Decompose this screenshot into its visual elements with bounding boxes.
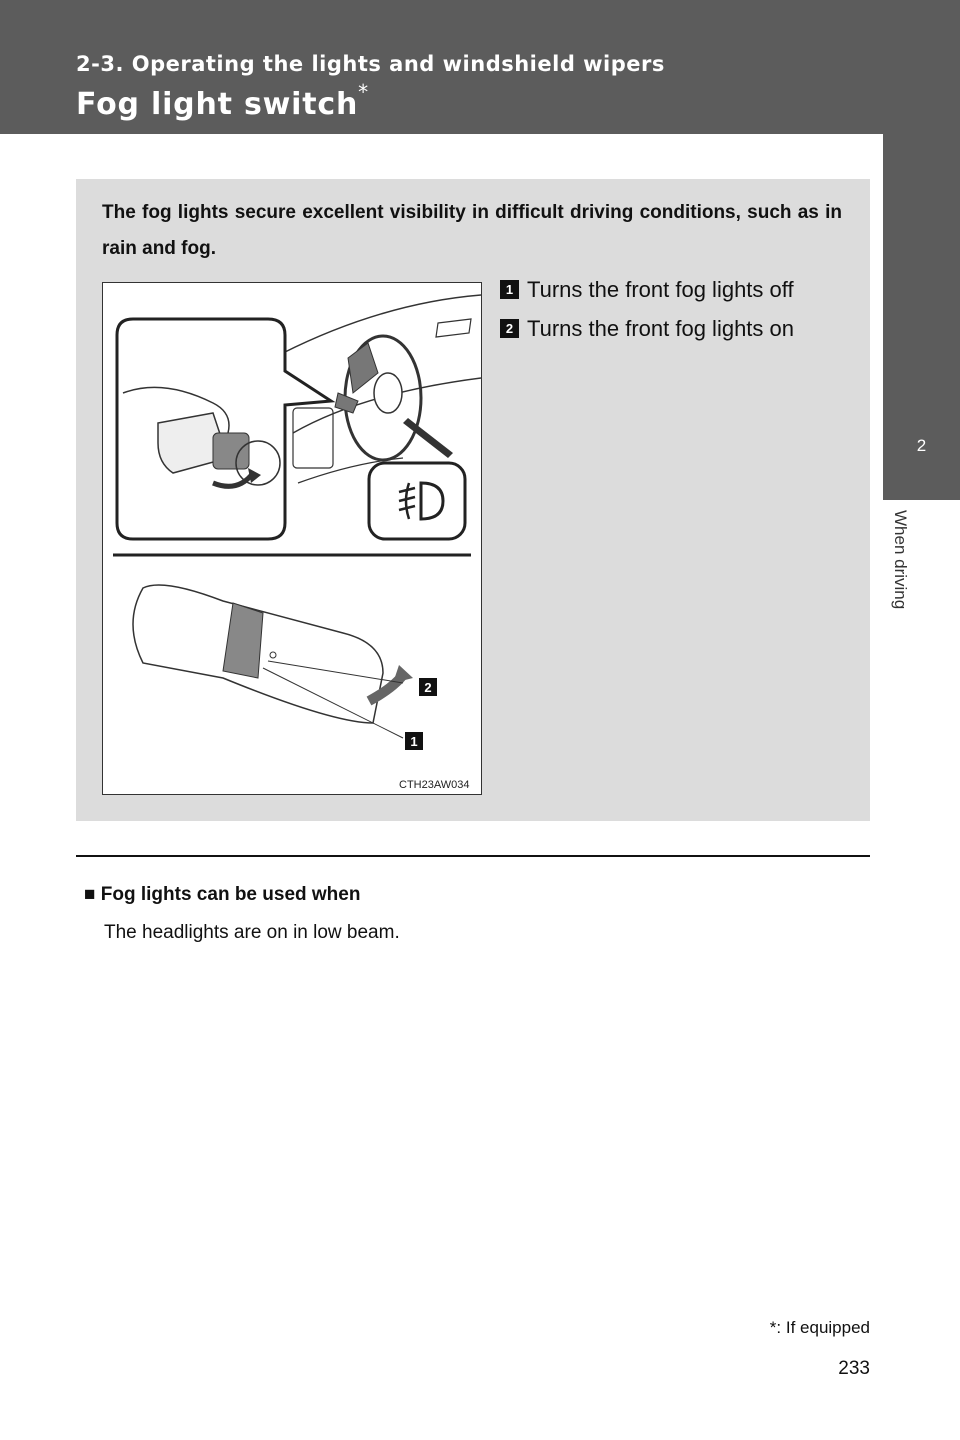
note-heading xyxy=(84,884,360,906)
section-rule xyxy=(76,855,870,857)
page-title-text: Fog light switch xyxy=(76,87,359,122)
step-1 xyxy=(500,277,794,303)
page-title xyxy=(76,80,369,122)
side-tab-strip xyxy=(883,134,960,398)
chapter-label xyxy=(888,510,928,650)
dash-line xyxy=(283,295,481,353)
step-2 xyxy=(500,316,794,342)
section-title: 2-3. Operating the lights and windshield wipers xyxy=(76,52,665,76)
lever-arrow-head xyxy=(393,665,413,683)
chapter-number: 2 xyxy=(916,436,927,455)
illustration-svg xyxy=(103,283,481,794)
note-heading-text: Fog lights can be used when xyxy=(100,884,361,905)
lever-highlight xyxy=(335,393,358,413)
intro-text: The fog lights secure excellent visibility in difficult driving conditions, such as in rain and fog. xyxy=(102,202,842,259)
chapter-label-text: When driving xyxy=(891,510,910,610)
callout-2-label: 2 xyxy=(424,680,432,695)
step-2-number: 2 xyxy=(500,319,519,338)
figure-code: CTH23AW034 xyxy=(399,779,470,791)
page-header xyxy=(0,0,960,134)
info-box xyxy=(76,179,870,821)
page-number: 233 xyxy=(838,1358,870,1379)
switch-ring xyxy=(213,433,249,469)
chapter-tab[interactable] xyxy=(883,398,960,500)
step-1-text: Turns the front fog lights off xyxy=(527,277,794,302)
lever-highlight xyxy=(348,343,378,393)
fog-symbol-bubble xyxy=(369,463,465,539)
steering-hub xyxy=(374,373,402,413)
if-equipped-mark: * xyxy=(358,80,369,104)
bullet: ■ xyxy=(84,884,96,905)
note-body: The headlights are on in low beam. xyxy=(104,922,400,943)
vent xyxy=(436,319,471,337)
step-1-number: 1 xyxy=(500,280,519,299)
callout-1-label: 1 xyxy=(410,734,418,749)
footnote: *: If equipped xyxy=(769,1318,870,1337)
fog-light-switch-illustration xyxy=(102,282,482,795)
step-2-text: Turns the front fog lights on xyxy=(527,316,794,341)
